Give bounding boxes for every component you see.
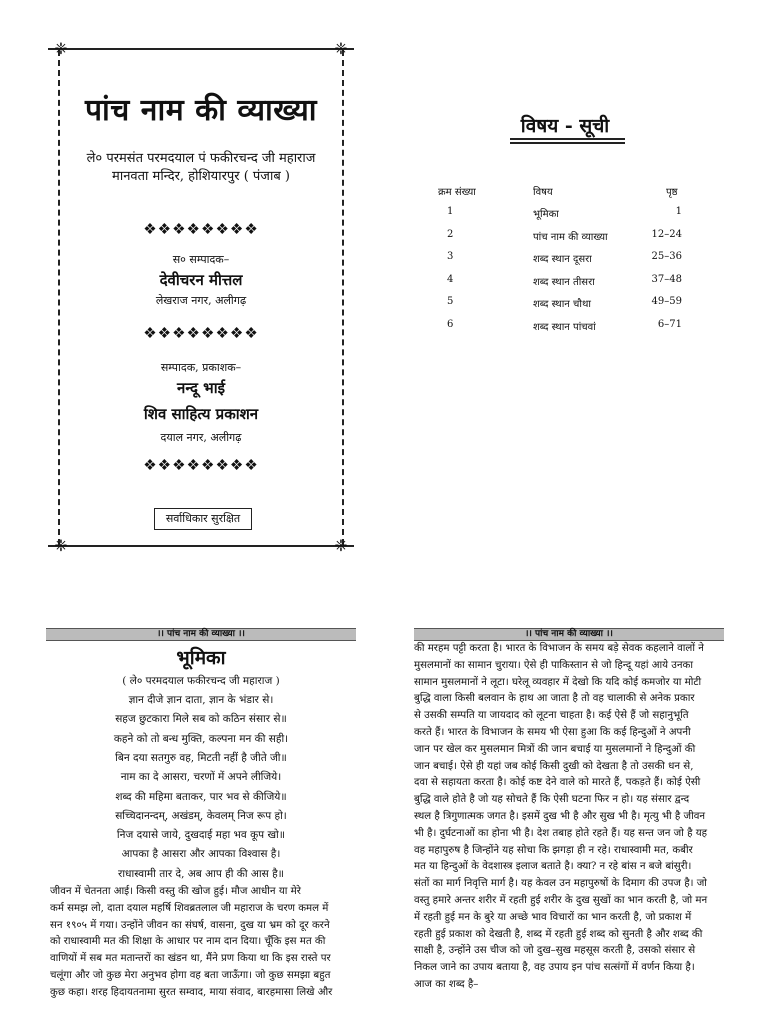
text-line: जान पर खेल कर मुसलमान मित्रों की जान बचाई या मुसलमानों ने हिन्दुओं की — [414, 743, 696, 755]
contents-serial-cell: 1 — [447, 206, 454, 217]
editor-name: देवीचरन मीत्तल — [159, 271, 243, 289]
text-line: सामान मुसलमानों ने लूटा। घरेलू व्यवहार में देखो कि यदि कोई कमजोर या मोटी — [414, 676, 702, 688]
address-line: मानवता मन्दिर, होशियारपुर ( पंजाब ) — [112, 169, 290, 184]
contents-serial-cell: 6 — [447, 319, 454, 330]
text-line: साक्षी है, उन्होंने उस चीज को जो दुख–सुख महसूस करती है, उसको संसार से — [414, 945, 696, 957]
section-heading: भूमिका — [176, 647, 226, 669]
editor-label: स० सम्पादक– — [172, 253, 230, 266]
text-line: भी है। दुर्घटनाओं का होना भी है। देश तबाह होते रहते हैं। यह सन्त जन जो है यह — [414, 827, 708, 839]
text-line: मत या हिन्दुओं के वेदशास्त्र इलाज बताते है। क्या? न रहे बांस न बजे बांसुरी। — [414, 861, 692, 873]
text-line: कुछ कहा। शरह हिदायतनामा सुरत सम्वाद, माया संवाद, बारहमासा लिखे और — [50, 986, 333, 998]
verse-line: बिन दया सतगुरु वह, मिटती नहीं है जीते जी॥ — [115, 751, 287, 764]
verse-line: निज दयासे जाये, दुखदाई महा भव कूप खो॥ — [116, 829, 286, 842]
text-line: सन १९०५ में गया। उन्होंने जीवन का संघर्ष, वासना, दुख या भ्रम को दूर करने — [50, 919, 330, 931]
contents-topic-cell: शब्द स्थान तीसरा — [533, 276, 595, 288]
text-line: में रहती हुई मन के बुरे या अच्छे भाव विचारों का भान करती है, जो प्रकाश में — [414, 911, 692, 923]
verse-line: सहज छुटकारा मिले सब को कठिन संसार से॥ — [115, 713, 287, 726]
text-line: बुद्धि वाले होते है जो यह सोचते हैं कि ऐसी घटना फिर न हो। यह संसार द्वन्द — [414, 794, 690, 806]
contents-topic-cell: पांच नाम की व्याख्या — [533, 231, 608, 243]
publisher-org: शिव साहित्य प्रकाशन — [143, 405, 259, 423]
contents-page-cell: 1 — [675, 206, 682, 217]
contents-serial-cell: 5 — [447, 296, 454, 308]
text-line: संतों का मार्ग निवृत्ति मार्ग है। यह केवल उन महापुरुषों के दिमाग की उपज है। जो — [414, 878, 707, 890]
title-underline — [510, 138, 625, 140]
text-line: जान बचाई। ऐसे ही यहां जब कोई किसी दुखी को देखता है तो उसकी धन से, — [414, 760, 694, 772]
body-text — [414, 641, 724, 994]
text-line: बुद्धि वाला किसी बलवान के हाथ आ जाता है तो वह चालाकी से अनेक प्रकार — [414, 693, 695, 705]
contents-title: विषय - सूची — [520, 115, 610, 137]
text-line: जीवन में चेतनता आई। किसी वस्तु की खोज हुई। मौज आधीन या मेरे — [50, 886, 301, 897]
corner-ornament-icon: ❈ — [54, 39, 68, 58]
text-line: स्थल है त्रिगुणात्मक जगत है। इसमें दुख भी है और सुख भी है। मृत्यु भी है जीवन — [414, 810, 706, 822]
running-head: ।। पांच नाम की व्याख्या ।। — [414, 628, 724, 641]
title-page — [48, 40, 354, 555]
publisher-place: दयाल नगर, अलीगढ़ — [160, 431, 242, 444]
text-line: वाणियों में सब मत मतान्तरों का खंडन था, मैंने प्रण किया था कि इस रास्ते पर — [50, 953, 331, 965]
text-line: कर्म समझ लो, दाता दयाल महर्षि शिवब्रतलाल जी महाराज के चरण कमल में — [50, 902, 329, 914]
ornament-divider: ❖❖❖❖❖❖❖❖ — [143, 324, 259, 342]
rights-box: सर्वाधिकार सुरक्षित — [154, 508, 252, 530]
column-header-topic: विषय — [533, 187, 553, 198]
text-line: को राधास्वामी मत की शिक्षा के आधार पर नाम दान दिया। चूँकि इस मत की — [50, 936, 326, 948]
verse-line: सच्चिदानन्दम्, अखंडम्, केवलम् निज रूप हो। — [115, 809, 287, 822]
text-line: की मरहम पट्टी करता है। भारत के विभाजन के समय बड़े सेवक कहलाने वालों ने — [414, 643, 704, 654]
publisher-label: सम्पादक, प्रकाशक– — [160, 361, 242, 374]
text-line: चलूंगा और जो कुछ मेरा अनुभव होगा वह बता जाऊँगा। जो कुछ समझा बहुत — [50, 969, 331, 981]
verse-line: ज्ञान दीजे ज्ञान दाता, ज्ञान के भंडार से। — [128, 694, 274, 706]
contents-page-cell: 37–48 — [651, 273, 682, 285]
bottom-border — [48, 545, 354, 547]
text-line: दवा से सहायता करता है। कोई कष्ट देने वाले को मारते हैं, पकड़ते हैं। कोई ऐसी — [414, 777, 701, 789]
verse-line: आपका है आसरा और आपका विश्वास है। — [121, 848, 281, 861]
text-line: करते हैं। भारत के विभाजन के समय भी ऐसा हुआ कि कई हिन्दुओं ने अपनी — [414, 726, 691, 738]
ornament-divider: ❖❖❖❖❖❖❖❖ — [143, 456, 259, 474]
contents-topic-cell: भूमिका — [533, 209, 559, 220]
contents-topic-cell: शब्द स्थान दूसरा — [533, 254, 592, 266]
corner-ornament-icon: ❈ — [334, 536, 348, 555]
text-line: वस्तु हमारे अन्तर शरीर में रहती हुई शरीर के दुख सुखों का भान करती है, जो मन — [414, 894, 708, 906]
contents-serial-cell: 4 — [447, 273, 454, 285]
contents-page-cell: 6–71 — [657, 319, 682, 330]
byline: ( ले० परमदयाल फकीरचन्द जी महाराज ) — [122, 675, 280, 687]
text-line: रहती हुई प्रकाश को देखती है, शब्द में रहती हुई शब्द को सुनती है और शब्द की — [414, 928, 703, 940]
contents-topic-cell: शब्द स्थान चौथा — [533, 299, 591, 311]
title-underline — [510, 142, 625, 144]
running-head: ।। पांच नाम की व्याख्या ।। — [46, 628, 356, 641]
contents-page-cell: 49–59 — [651, 296, 682, 308]
text-line: निकल जाने का उपाय बताया है, वह उपाय इन पांच सत्संगों में वर्णन किया है। — [414, 962, 695, 974]
verse-line: नाम का दे आसरा, चरणों में अपने लीजिये। — [120, 771, 282, 784]
contents-page-cell: 25–36 — [651, 251, 682, 263]
text-line: से उसकी सम्पति या जायदाद को लूटना चाहता है। कई ऐसे हैं जो सहानुभूति — [414, 710, 689, 722]
publisher-name: नन्दू भाई — [177, 379, 225, 397]
ornament-divider: ❖❖❖❖❖❖❖❖ — [143, 220, 259, 238]
text-line: मुसलमानों का सामान चुराया। ऐसे ही पाकिस्तान से जो हिन्दू यहां आये उनका — [414, 659, 694, 671]
verse-line: कहने को तो बन्ध मुक्ति, कल्पना मन की सही। — [113, 732, 289, 745]
text-line: वह महापुरुष है जिन्होंने यह सोचा कि झगड़ा ही न रहे। राधास्वामी मत, कबीर — [414, 844, 693, 856]
body-text — [50, 884, 356, 1002]
column-header-serial: क्रम संख्या — [438, 187, 476, 198]
column-header-page: पृष्ठ — [666, 187, 678, 198]
book-title: पांच नाम की व्याख्या — [84, 93, 317, 128]
verse-line: शब्द की महिमा बताकर, पार भव से कीजिये॥ — [115, 790, 287, 803]
corner-ornament-icon: ❈ — [54, 536, 68, 555]
contents-topic-cell: शब्द स्थान पांचवां — [533, 322, 596, 333]
corner-ornament-icon: ❈ — [334, 39, 348, 58]
contents-serial-cell: 2 — [447, 228, 454, 240]
editor-place: लेखराज नगर, अलीगढ़ — [155, 294, 247, 307]
contents-page-cell: 12–24 — [651, 228, 682, 240]
text-line: आज का शब्द है– — [414, 978, 479, 990]
verse-line: राधास्वामी तार दे, अब आप ही की आस है॥ — [118, 867, 284, 880]
author-line: ले० परमसंत परमदयाल पं फकीरचन्द जी महाराज — [86, 151, 316, 166]
contents-serial-cell: 3 — [447, 251, 454, 263]
